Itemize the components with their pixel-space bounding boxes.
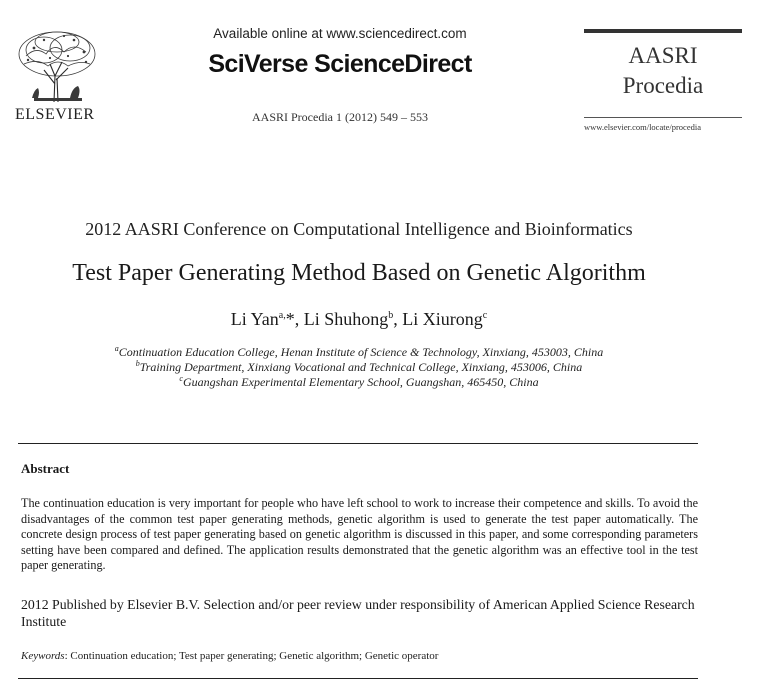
author-affil-mark: c <box>482 310 488 321</box>
divider-rule <box>18 443 698 444</box>
journal-citation: AASRI Procedia 1 (2012) 549 – 553 <box>252 110 428 124</box>
abstract-heading: Abstract <box>21 461 70 476</box>
keywords-label: Keywords <box>21 650 65 662</box>
keywords-list: : Continuation education; Test paper generating; Genetic algorithm; Genetic operator <box>64 650 439 662</box>
elsevier-wordmark: ELSEVIER <box>15 106 95 123</box>
journal-box <box>584 29 742 115</box>
author-separator: , <box>393 309 403 329</box>
author-name: Li Xiurong <box>402 309 483 329</box>
affiliation <box>0 374 718 390</box>
paper-title: Test Paper Generating Method Based on Genetic Algorithm <box>72 260 646 286</box>
affiliation-text: Guangshan Experimental Elementary School, Guangshan, 465450, China <box>182 375 539 389</box>
author-separator: *, <box>285 309 304 329</box>
journal-url: www.elsevier.com/locate/procedia <box>584 122 701 132</box>
affiliation-text: Training Department, Xinxiang Vocational and Technical College, Xinxiang, 453006, China <box>139 360 583 374</box>
affiliation-mark: b <box>135 359 140 368</box>
affiliation-mark: c <box>179 374 183 383</box>
journal-box-top-rule <box>584 29 742 33</box>
divider-rule <box>18 678 698 679</box>
author-name: Li Shuhong <box>303 309 389 329</box>
available-online-text: Available online at www.sciencedirect.com <box>213 26 467 41</box>
journal-box-bottom-rule <box>584 117 742 118</box>
author-affil-mark: a, <box>278 310 286 321</box>
publication-statement: 2012 Published by Elsevier B.V. Selection and/or peer review under responsibility of American Applied Science Research Institute <box>21 597 695 629</box>
affiliation <box>0 359 718 375</box>
affiliation <box>0 344 718 360</box>
conference-name: 2012 AASRI Conference on Computational Intelligence and Bioinformatics <box>85 219 633 239</box>
affiliation-mark: a <box>114 344 119 353</box>
journal-name-line2: Procedia <box>622 73 704 98</box>
affiliation-text: Continuation Education College, Henan Institute of Science & Technology, Xinxiang, 453003, China <box>118 345 604 359</box>
platform-name: SciVerse ScienceDirect <box>208 50 472 78</box>
journal-name-line1: AASRI <box>628 43 698 68</box>
author-name: Li Yan <box>230 309 279 329</box>
abstract-body: The continuation education is very important for people who have left school to work to increase their competence and skills. To avoid the disadvantages of the common test paper generating methods, genetic algorithm is used to generate the test paper automatically. The concrete design process of test paper generating based on genetic algorithm is discussed in this paper, and some corresponding parameters setting have been compared and defined. The application results demonstrated that the genetic algorithm was an effective tool in the test paper generating. <box>21 496 698 573</box>
author-list <box>0 309 718 330</box>
keywords-line <box>21 650 438 662</box>
author-affil-mark: b <box>388 310 394 321</box>
